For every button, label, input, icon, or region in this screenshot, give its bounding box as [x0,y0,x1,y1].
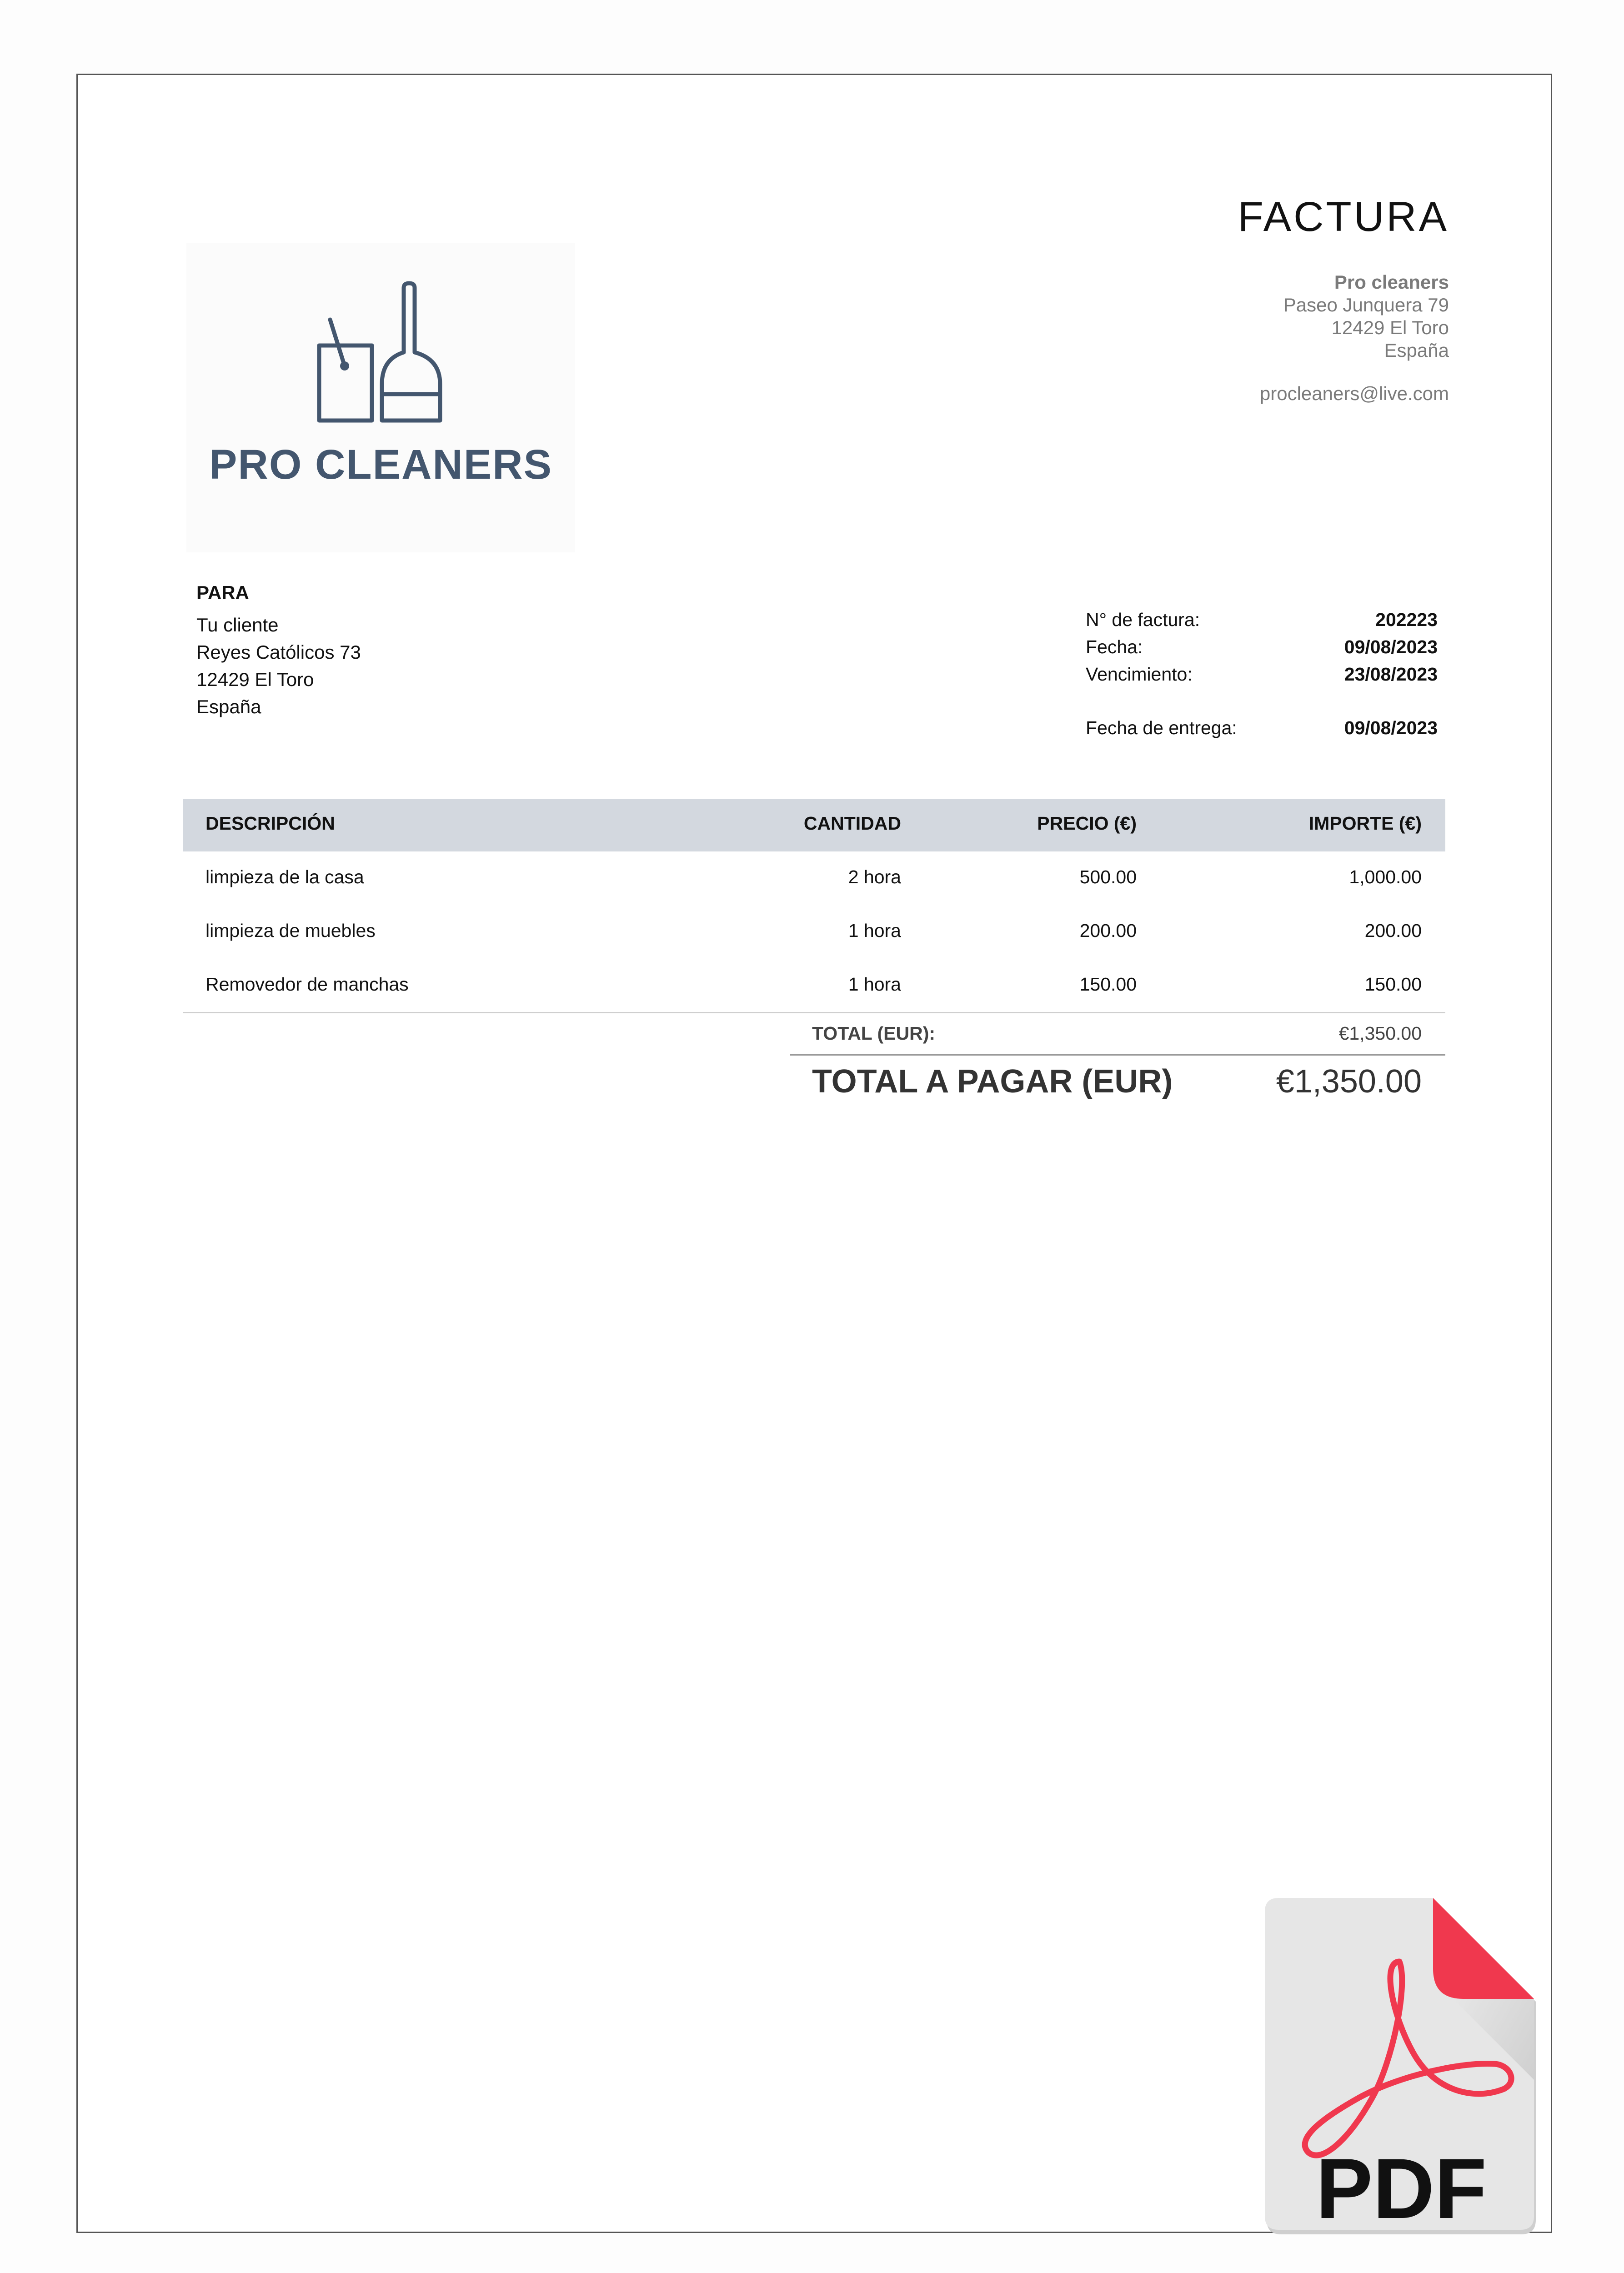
invoice-date-value: 09/08/2023 [1344,636,1438,657]
company-email[interactable]: procleaners@live.com [1259,383,1449,404]
table-divider [183,1012,1445,1013]
invoice-number-value: 202223 [1375,609,1438,630]
column-header-quantity: CANTIDAD [803,813,901,834]
pdf-badge-text: PDF [1316,2141,1487,2236]
amount-due-value: €1,350.00 [1276,1063,1422,1100]
row-price: 200.00 [1079,920,1137,941]
row-price: 500.00 [1079,866,1137,887]
invoice-title: FACTURA [1238,194,1449,240]
company-address-line: Paseo Junquera 79 [1283,294,1449,315]
company-name: Pro cleaners [1334,271,1449,293]
client-line: España [196,696,261,717]
row-amount: 200.00 [1364,920,1422,941]
bill-to-address [196,611,361,721]
row-description: Removedor de manchas [206,974,409,995]
row-price: 150.00 [1079,974,1137,995]
total-divider [790,1054,1445,1056]
column-header-amount: IMPORTE (€) [1308,813,1422,834]
column-header-description: DESCRIPCIÓN [206,813,335,834]
delivery-date-value: 09/08/2023 [1344,717,1438,738]
cleaning-bucket-brush-icon [314,280,446,430]
client-line: 12429 El Toro [196,669,314,690]
row-quantity: 1 hora [848,920,901,941]
client-line: Tu cliente [196,614,279,636]
logo-brand-text: PRO CLEANERS [209,441,552,488]
invoice-date-label: Fecha: [1086,636,1143,657]
row-quantity: 1 hora [848,974,901,995]
row-quantity: 2 hora [848,866,901,887]
company-info [1283,271,1449,362]
row-description: limpieza de la casa [206,866,364,887]
client-line: Reyes Católicos 73 [196,641,361,663]
total-label: TOTAL (EUR): [812,1023,936,1044]
row-description: limpieza de muebles [206,920,376,941]
delivery-date-label: Fecha de entrega: [1086,717,1237,738]
due-date-value: 23/08/2023 [1344,664,1438,685]
due-date-label: Vencimiento: [1086,664,1193,685]
row-amount: 1,000.00 [1349,866,1422,887]
total-value: €1,350.00 [1338,1023,1422,1044]
bill-to-label: PARA [196,582,249,603]
column-header-price: PRECIO (€) [1037,813,1137,834]
amount-due-label: TOTAL A PAGAR (EUR) [812,1063,1173,1100]
company-address-line: España [1384,340,1449,361]
row-amount: 150.00 [1364,974,1422,995]
company-address-line: 12429 El Toro [1331,317,1449,338]
invoice-number-label: N° de factura: [1086,609,1200,630]
